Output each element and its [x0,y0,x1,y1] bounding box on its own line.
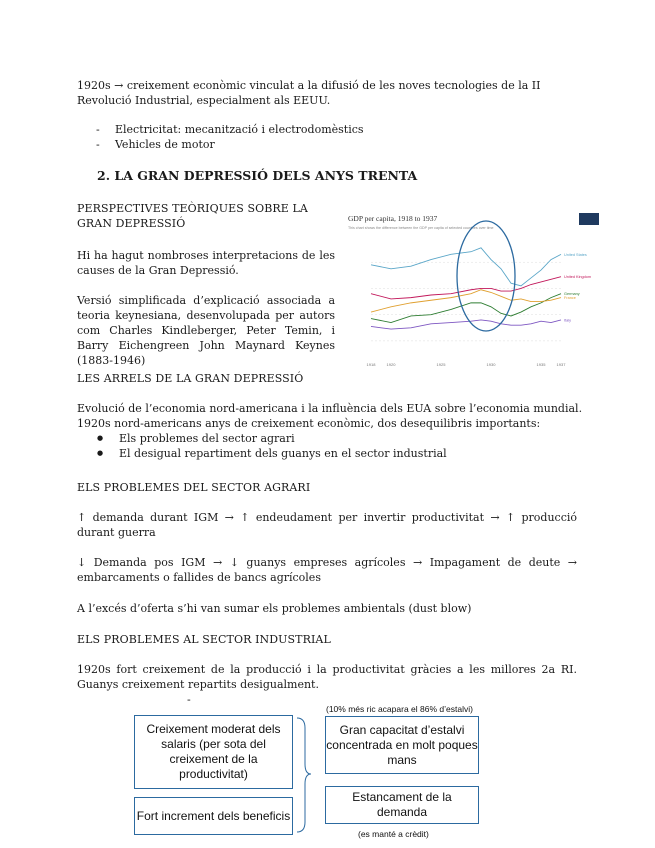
industrial-title: ELS PROBLEMES AL SECTOR INDUSTRIAL [77,633,331,646]
series-line-italy [371,320,561,329]
x-tick-label: 1918 [366,362,376,367]
x-tick-label: 1925 [436,362,446,367]
chart-logo [579,213,599,225]
industrial-paragraph: 1920s fort creixement de la producció i la productivitat gràcies a les millores 2a RI. Guanys creixement repartits desigualment. [77,663,577,691]
chart-subtitle: This chart shows the difference between the GDP per capita of selected countries over time [348,226,494,230]
intro-list [93,122,364,152]
list-item: - Vehicles de motor [93,137,364,152]
x-tick-label: 1937 [556,362,566,367]
box-demand: Estancament de la demanda [325,786,479,824]
legend-label: France [564,296,576,301]
series-line-united-states [371,248,561,286]
gdp-chart-svg [343,208,605,373]
theories-paragraph-1: Hi ha hagut nombroses interpretacions de les causes de la Gran Depressió. [77,249,335,277]
box-salaries: Creixement moderat dels salaris (per sota del creixement de la productivitat) [134,715,293,789]
series-line-united-kingdom [371,277,561,299]
chart-title: GDP per capita, 1918 to 1937 [348,214,438,223]
roots-list [97,431,447,461]
x-tick-label: 1920 [386,362,396,367]
legend-label: United States [564,252,587,257]
legend-label: Germany [564,292,580,297]
agrari-paragraph-1: ↑ demanda durant IGM → ↑ endeudament per invertir productivitat → ↑ producció durant guerra [77,511,577,539]
list-item: - Electricitat: mecanització i electrodomèstics [93,122,364,137]
agrari-title: ELS PROBLEMES DEL SECTOR AGRARI [77,481,311,494]
gdp-chart [343,208,605,373]
list-item: ● Els problemes del sector agrari [97,431,447,446]
diagram-bracket [295,716,319,836]
agrari-paragraph-2: ↓ Demanda pos IGM → ↓ guanys empreses agrícoles → Impagament de deute → embarcaments o fallides de bancs agrícoles [77,556,577,584]
intro-paragraph: 1920s → creixement econòmic vinculat a la difusió de les noves tecnologies de la II Revolució Industrial, especialment als EEUU. [77,79,541,107]
box-savings: Gran capacitat d’estalvi concentrada en molt poques mans [325,716,479,774]
roots-paragraph: Evolució de l’economia nord-americana i la influència dels EUA sobre l’economia mundial. 1920s nord-americans anys de creixement econòmic, dos desequilibris importants: [77,402,583,430]
legend-label: United Kingdom [564,275,592,280]
series-line-france [371,290,561,312]
list-item: ● El desigual repartiment dels guanys en el sector industrial [97,446,447,461]
note-top: (10% més ric acapara el 86% d’estalvi) [326,704,473,714]
theories-title: PERSPECTIVES TEÒRIQUES SOBRE LA GRAN DEPRESSIÓ [77,202,308,230]
x-tick-label: 1930 [486,362,496,367]
legend-label: Italy [564,318,571,323]
roots-title: LES ARRELS DE LA GRAN DEPRESSIÓ [77,372,304,385]
note-bottom: (es manté a crèdit) [358,829,429,839]
x-tick-label: 1935 [536,362,546,367]
section-heading: 2. LA GRAN DEPRESSIÓ DELS ANYS TRENTA [97,168,418,183]
theories-paragraph-2: Versió simplificada d’explicació associada a teoria keynesiana, desenvolupada per autors com Charles Kindleberger, Peter Temin, i Barry Eichengreen John Maynard Keynes (1883-1946) [77,294,335,367]
box-profits: Fort increment dels beneficis [134,797,293,835]
agrari-paragraph-3: A l’excés d’oferta s’hi van sumar els problemes ambientals (dust blow) [77,602,472,615]
stray-dash: - [187,693,191,706]
